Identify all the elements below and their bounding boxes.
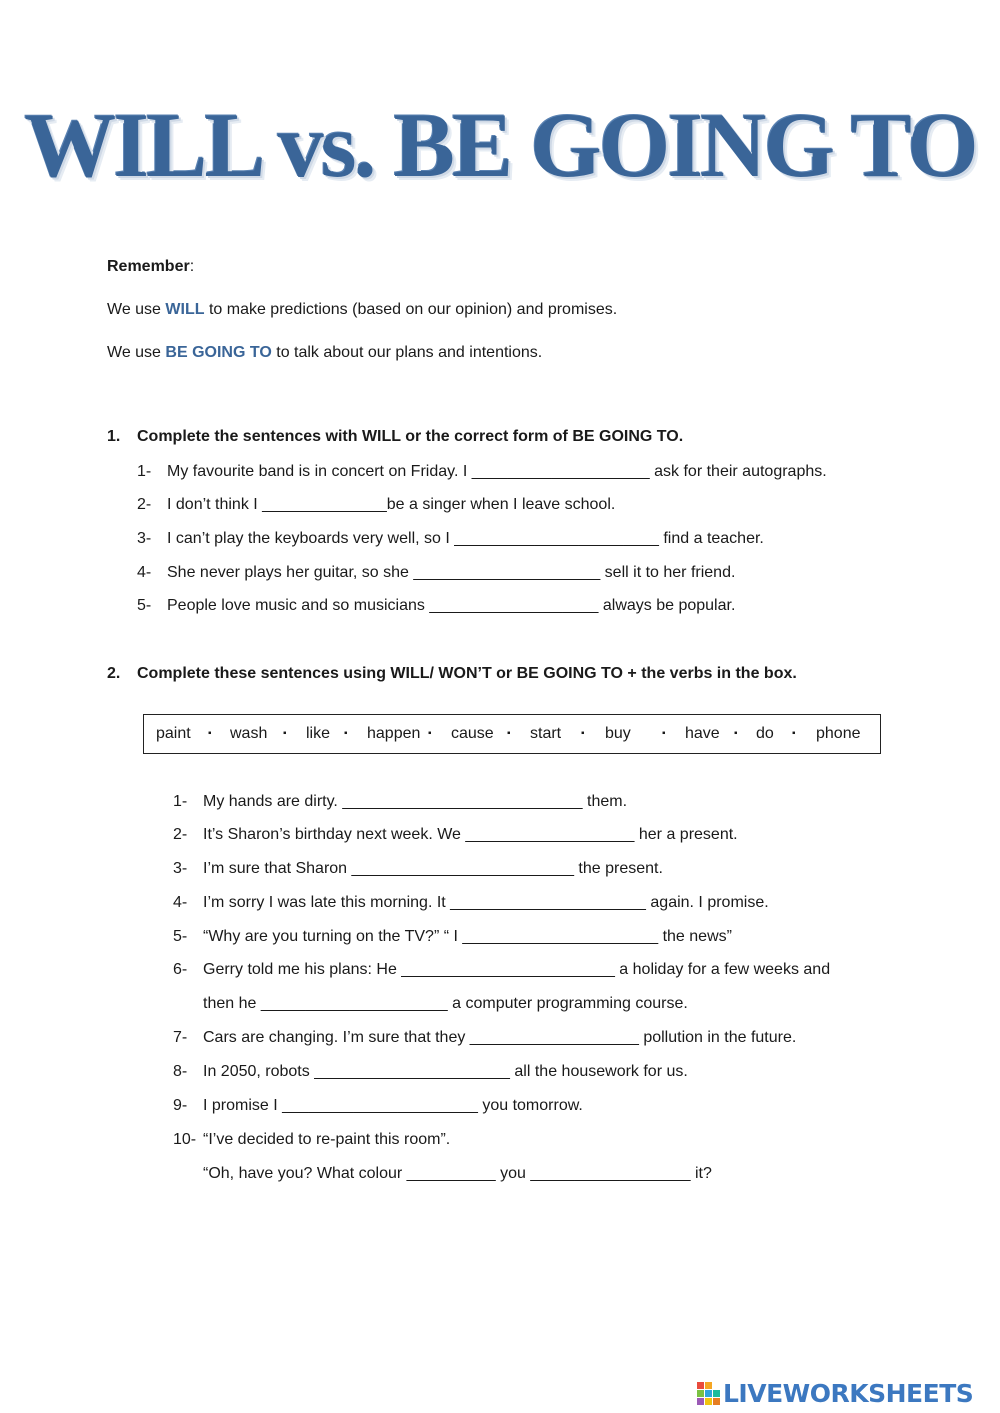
ex2-item[interactable] bbox=[173, 928, 732, 946]
ex2-item-number: 10- bbox=[173, 1131, 197, 1148]
ex1-item-number: 3- bbox=[137, 530, 152, 547]
ex1-item-text: She never plays her guitar, so she _____________________ sell it to her friend. bbox=[167, 564, 736, 581]
verb-word: buy bbox=[605, 725, 631, 742]
verb-word: do bbox=[756, 725, 774, 742]
verb-word: like bbox=[306, 725, 331, 742]
ex2-item[interactable] bbox=[173, 1131, 450, 1149]
ex2-item-number: 5- bbox=[173, 928, 188, 945]
ex2-item-number: 1- bbox=[173, 793, 188, 810]
ex1-item[interactable] bbox=[137, 564, 735, 582]
ex2-item-number: 7- bbox=[173, 1029, 188, 1046]
ex2-item-number: 8- bbox=[173, 1063, 188, 1080]
ex2-item-text: “Why are you turning on the TV?” “ I ______________________ the news” bbox=[203, 928, 732, 945]
ex1-item[interactable] bbox=[137, 530, 764, 548]
ex1-item-text: People love music and so musicians ___________________ always be popular. bbox=[167, 597, 736, 614]
rule-going-to bbox=[107, 344, 542, 362]
exercise-1-instruction: Complete the sentences with WILL or the correct form of BE GOING TO. bbox=[137, 428, 684, 445]
rule-will-suffix: to make predictions (based on our opinion) and promises. bbox=[204, 301, 618, 318]
ex2-item-text: My hands are dirty. ___________________________ them. bbox=[203, 793, 628, 810]
ex1-item-number: 1- bbox=[137, 463, 152, 480]
ex2-item-text: then he _____________________ a computer programming course. bbox=[203, 995, 688, 1012]
verb-separator: ▪ bbox=[734, 728, 738, 739]
verb-separator: ▪ bbox=[208, 728, 212, 739]
verb-word: cause bbox=[451, 725, 494, 742]
rule-will-keyword: WILL bbox=[165, 301, 205, 318]
ex2-item[interactable] bbox=[173, 860, 663, 878]
ex2-item-text: In 2050, robots ______________________ all the housework for us. bbox=[203, 1063, 688, 1080]
ex2-item-text: It’s Sharon’s birthday next week. We ___________________ her a present. bbox=[203, 826, 738, 843]
exercise-1-heading bbox=[107, 428, 683, 446]
rule-going-to-keyword: BE GOING TO bbox=[165, 344, 272, 361]
ex2-item-number: 3- bbox=[173, 860, 188, 877]
verb-separator: ▪ bbox=[507, 728, 511, 739]
remember-label: Remember bbox=[107, 258, 190, 275]
liveworksheets-icon bbox=[697, 1382, 721, 1406]
verb-separator: ▪ bbox=[428, 728, 432, 739]
ex2-item-text: I promise I ______________________ you tomorrow. bbox=[203, 1097, 583, 1114]
verb-separator: ▪ bbox=[662, 728, 666, 739]
rule-will-prefix: We use bbox=[107, 301, 166, 318]
ex2-item[interactable] bbox=[173, 1097, 583, 1115]
remember-heading bbox=[107, 258, 194, 276]
ex2-item-continuation[interactable] bbox=[173, 995, 688, 1013]
ex2-item-text: “Oh, have you? What colour __________ you __________________ it? bbox=[203, 1165, 712, 1182]
ex2-item-number: 9- bbox=[173, 1097, 188, 1114]
verb-separator: ▪ bbox=[283, 728, 287, 739]
exercise-2-heading bbox=[107, 665, 797, 683]
verb-word: paint bbox=[156, 725, 191, 742]
ex2-item-text: I’m sure that Sharon _________________________ the present. bbox=[203, 860, 663, 877]
remember-colon: : bbox=[189, 258, 195, 275]
verb-word: happen bbox=[367, 725, 421, 742]
verb-word: have bbox=[685, 725, 720, 742]
exercise-2-number: 2. bbox=[107, 665, 121, 682]
ex1-item[interactable] bbox=[137, 496, 615, 514]
ex1-item-number: 2- bbox=[137, 496, 152, 513]
ex2-item[interactable] bbox=[173, 826, 738, 844]
ex2-item-text: Gerry told me his plans: He ________________________ a holiday for a few weeks and bbox=[203, 961, 831, 978]
verb-separator: ▪ bbox=[581, 728, 585, 739]
ex2-item-number: 6- bbox=[173, 961, 188, 978]
ex2-item-continuation[interactable] bbox=[173, 1165, 712, 1183]
page-title: WILL vs. BE GOING TO bbox=[24, 94, 976, 196]
ex2-item-text: Cars are changing. I’m sure that they ___________________ pollution in the future. bbox=[203, 1029, 797, 1046]
exercise-1-number: 1. bbox=[107, 428, 121, 445]
ex1-item-text: I don’t think I ______________be a singer when I leave school. bbox=[167, 496, 616, 513]
ex1-item-text: My favourite band is in concert on Friday. I ____________________ ask for their autographs. bbox=[167, 463, 827, 480]
logo-text: LIVEWORKSHEETS bbox=[723, 1379, 974, 1408]
verb-word: start bbox=[530, 725, 562, 742]
ex2-item-text: I’m sorry I was late this morning. It ______________________ again. I promise. bbox=[203, 894, 769, 911]
rule-going-to-prefix: We use bbox=[107, 344, 166, 361]
verb-box bbox=[143, 714, 881, 754]
ex1-item-text: I can’t play the keyboards very well, so I _______________________ find a teacher. bbox=[167, 530, 764, 547]
ex1-item-number: 4- bbox=[137, 564, 152, 581]
rule-going-to-suffix: to talk about our plans and intentions. bbox=[271, 344, 543, 361]
ex1-item[interactable] bbox=[137, 463, 827, 481]
ex2-item[interactable] bbox=[173, 793, 627, 811]
ex1-item-number: 5- bbox=[137, 597, 152, 614]
ex2-item[interactable] bbox=[173, 1029, 796, 1047]
verb-word: phone bbox=[816, 725, 861, 742]
ex2-item-number: 2- bbox=[173, 826, 188, 843]
verb-separator: ▪ bbox=[792, 728, 796, 739]
ex1-item[interactable] bbox=[137, 597, 735, 615]
ex2-item-text: “I’ve decided to re-paint this room”. bbox=[203, 1131, 451, 1148]
rule-will bbox=[107, 301, 617, 319]
verb-separator: ▪ bbox=[344, 728, 348, 739]
ex2-item[interactable] bbox=[173, 894, 769, 912]
ex2-item-number: 4- bbox=[173, 894, 188, 911]
exercise-2-instruction: Complete these sentences using WILL/ WON’T or BE GOING TO + the verbs in the box. bbox=[137, 665, 797, 682]
ex2-item[interactable] bbox=[173, 1063, 688, 1081]
ex2-item[interactable] bbox=[173, 961, 830, 979]
verb-word: wash bbox=[230, 725, 268, 742]
